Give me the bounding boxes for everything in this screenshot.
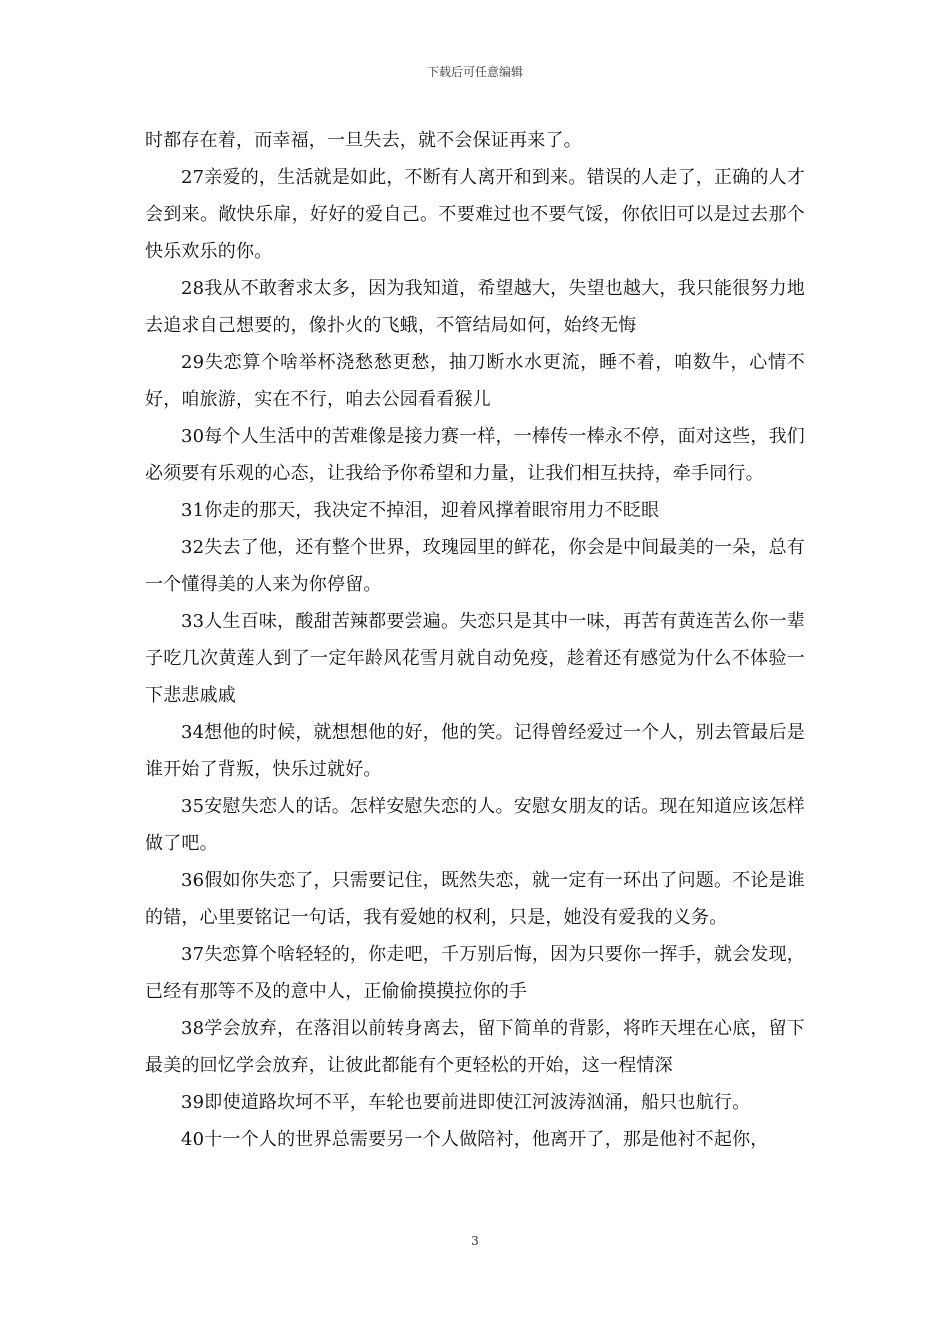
paragraph-40: 40十一个人的世界总需要另一个人做陪衬，他离开了，那是他衬不起你， [181,1129,769,1150]
paragraph-36: 36假如你失恋了，只需要记住，既然失恋，就一定有一环出了问题。不论是谁的错，心里要铭记一句话，我有爱她的权利，只是，她没有爱我的义务。 [145,870,805,928]
paragraph-continued: 时都存在着，而幸福，一旦失去，就不会保证再来了。 [145,130,582,151]
page-number: 3 [471,1234,479,1248]
paragraph-34: 34想他的时候，就想想他的好，他的笑。记得曾经爱过一个人，别去管最后是谁开始了背叛，快乐过就好。 [145,722,805,780]
paragraph-32: 32失去了他，还有整个世界，玫瑰园里的鲜花，你会是中间最美的一朵，总有一个懂得美的人来为你停留。 [145,537,805,595]
paragraph-33: 33人生百味，酸甜苦辣都要尝遍。失恋只是其中一味，再苦有黄连苦么你一辈子吃几次黄莲人到了一定年龄风花雪月就自动免疫，趁着还有感觉为什么不体验一下悲悲戚戚 [145,611,805,706]
paragraph-30: 30每个人生活中的苦难像是接力赛一样，一棒传一棒永不停，面对这些，我们必须要有乐观的心态，让我给予你希望和力量，让我们相互扶持，牵手同行。 [145,426,805,484]
paragraph-38: 38学会放弃，在落泪以前转身离去，留下简单的背影，将昨天埋在心底，留下最美的回忆学会放弃，让彼此都能有个更轻松的开始，这一程情深 [145,1018,805,1076]
paragraph-29: 29失恋算个啥举杯浇愁愁更愁，抽刀断水水更流，睡不着，咱数牛，心情不好，咱旅游，实在不行，咱去公园看看猴儿 [145,352,805,410]
paragraph-35: 35安慰失恋人的话。怎样安慰失恋的人。安慰女朋友的话。现在知道应该怎样做了吧。 [145,796,805,854]
paragraph-28: 28我从不敢奢求太多，因为我知道，希望越大，失望也越大，我只能很努力地去追求自己想要的，像扑火的飞蛾，不管结局如何，始终无悔 [145,278,805,336]
paragraph-27: 27亲爱的，生活就是如此，不断有人离开和到来。错误的人走了，正确的人才会到来。敞快乐扉，好好的爱自己。不要难过也不要气馁，你依旧可以是过去那个快乐欢乐的你。 [145,167,805,262]
page-header: 下载后可任意编辑 [426,65,523,79]
paragraph-31: 31你走的那天，我决定不掉泪，迎着风撑着眼帘用力不眨眼 [181,500,660,521]
paragraph-39: 39即使道路坎坷不平，车轮也要前进即使江河波涛汹涌，船只也航行。 [181,1092,751,1113]
paragraph-37: 37失恋算个啥轻轻的，你走吧，千万别后悔，因为只要你一挥手，就会发现，已经有那等不及的意中人，正偷偷摸摸拉你的手 [145,944,805,1002]
body-text [145,122,805,1158]
